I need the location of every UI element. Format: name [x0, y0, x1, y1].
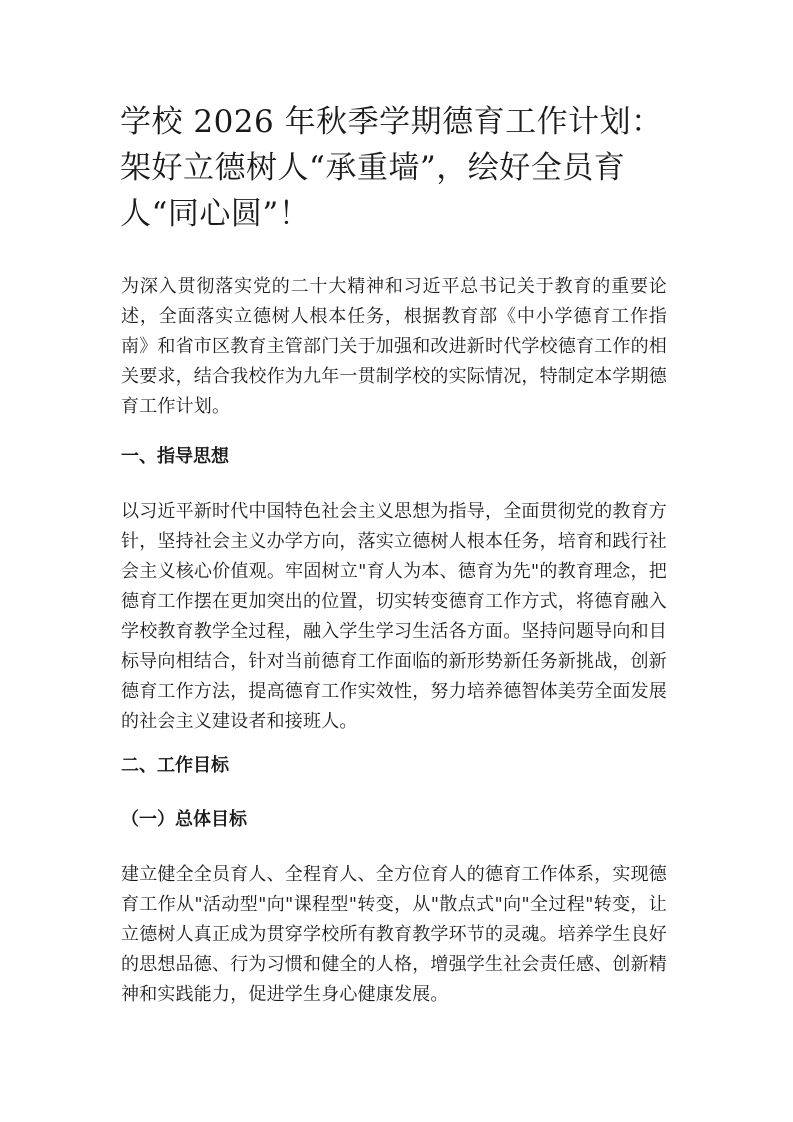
section-2-heading: 二、工作目标 — [121, 755, 229, 776]
intro-paragraph: 为深入贯彻落实党的二十大精神和习近平总书记关于教育的重要论述，全面落实立德树人根本任务，根据教育部《中小学德育工作指南》和省市区教育主管部门关于加强和改进新时代学校德育工作的相关要求，结合我校作为九年一贯制学校的实际情况，特制定本学期德育工作计划。 — [121, 276, 667, 417]
document-title: 学校 2026 年秋季学期德育工作计划：架好立德树人“承重墙”，绘好全员育人“同心圆”！ — [120, 104, 663, 232]
section-1-paragraph: 以习近平新时代中国特色社会主义思想为指导，全面贯彻党的教育方针，坚持社会主义办学方向，落实立德树人根本任务，培育和践行社会主义核心价值观。牢固树立"育人为本、德育为先"的教育理念，把德育工作摆在更加突出的位置，切实转变德育工作方式，将德育融入学校教育教学全过程，融入学生学习生活各方面。坚持问题导向和目标导向相结合，针对当前德育工作面临的新形势新任务新挑战，创新德育工作方法，提高德育工作实效性，努力培养德智体美劳全面发展的社会主义建设者和接班人。 — [121, 501, 667, 732]
section-2-subheading: （一）总体目标 — [121, 809, 247, 830]
section-2-paragraph: 建立健全全员育人、全程育人、全方位育人的德育工作体系，实现德育工作从"活动型"向"课程型"转变，从"散点式"向"全过程"转变，让立德树人真正成为贯穿学校所有教育教学环节的灵魂。培养学生良好的思想品德、行为习惯和健全的人格，增强学生社会责任感、创新精神和实践能力，促进学生身心健康发展。 — [121, 864, 667, 1005]
section-1-heading: 一、指导思想 — [121, 446, 229, 467]
